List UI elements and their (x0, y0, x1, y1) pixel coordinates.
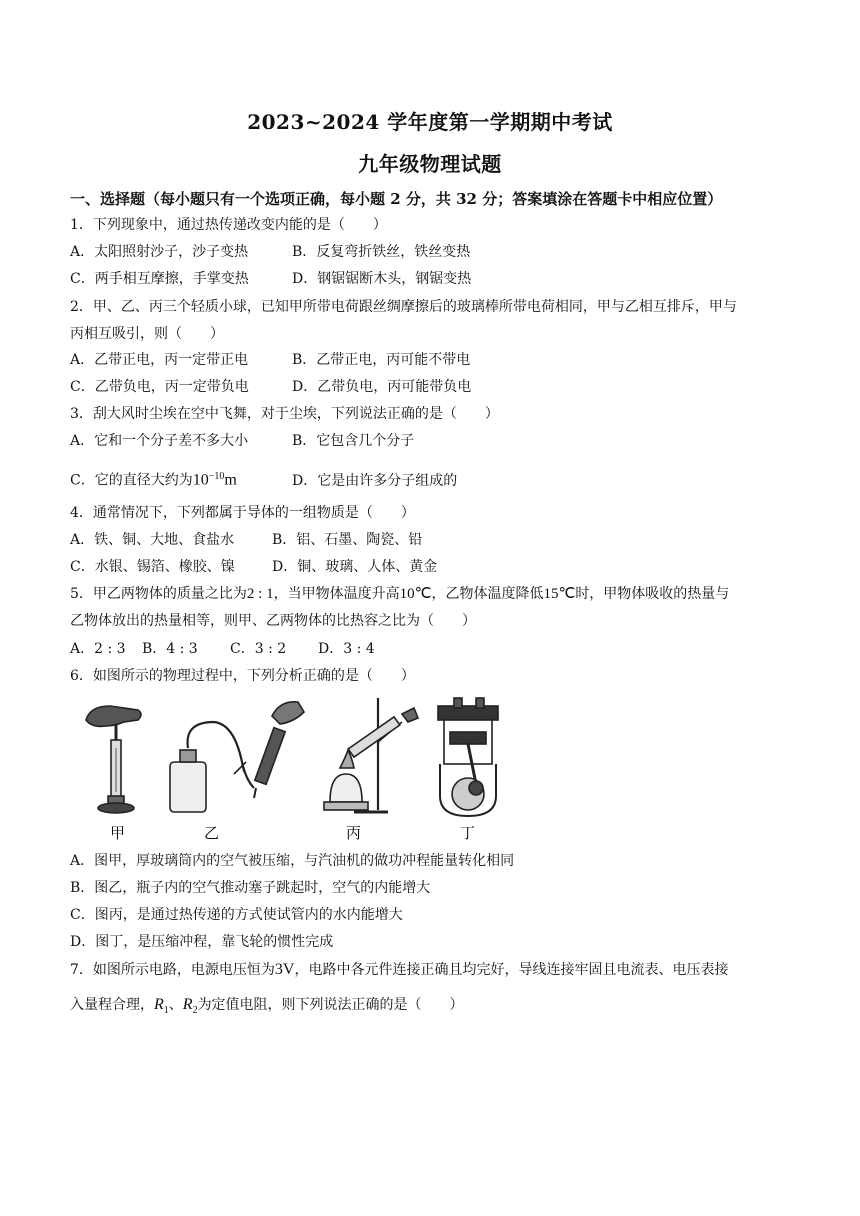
question-3-options-row1 (70, 432, 414, 450)
option-a: A．铁、铜、大地、食盐水 (70, 532, 235, 548)
q5-mass-ratio: 2 : 1 (246, 586, 274, 602)
option-a: A．太阳照射沙子，沙子变热 (70, 244, 249, 260)
option-a: A．乙带正电，丙一定带正电 (70, 352, 249, 368)
question-4-options-row1 (70, 531, 422, 549)
question-3-options-row2 (70, 468, 457, 490)
question-6-option-d: D．图丁，是压缩冲程，靠飞轮的惯性完成 (70, 934, 334, 950)
figure-label-jia: 甲 (110, 824, 126, 842)
question-6-option-a: A．图甲，厚玻璃筒内的空气被压缩，与汽油机的做功冲程能量转化相同 (70, 853, 515, 869)
q5-text-b: ，当甲物体温度升高 (273, 586, 400, 602)
resistor-r1-subscript: 1 (163, 1004, 169, 1016)
question-6-option-c: C．图丙，是通过热传递的方式使试管内的水内能增大 (70, 907, 403, 923)
question-7-stem-line1 (70, 961, 728, 979)
q5-temp-rise: 10℃ (399, 586, 432, 602)
question-6-stem: 6．如图所示的物理过程中，下列分析正确的是（ ） (70, 668, 415, 684)
question-1-options-row1 (70, 243, 470, 261)
question-2-options-row1 (70, 351, 470, 369)
section-heading: 一、选择题（每小题只有一个选项正确，每小题 2 分，共 32 分；答案填涂在答题卡中相应位置） (70, 190, 723, 208)
question-6-figures (84, 692, 504, 842)
question-1-options-row2 (70, 270, 471, 288)
q7-text-c: 入量程合理， (70, 997, 154, 1013)
question-7-stem-line2 (70, 996, 464, 1020)
option-b: B．它包含几个分子 (292, 433, 415, 449)
option-d: D．它是由许多分子组成的 (292, 472, 458, 489)
option-c: C．两手相互摩擦，手掌变热 (70, 271, 249, 287)
question-1-stem: 1．下列现象中，通过热传递改变内能的是（ ） (70, 217, 387, 233)
q5-text-a: 5．甲乙两物体的质量之比为 (70, 586, 247, 602)
q7-text-d: 为定值电阻，则下列说法正确的是（ ） (197, 997, 464, 1013)
option-c: C．3 : 2 (230, 641, 287, 657)
q5-text-c: ，乙物体温度降低 (431, 586, 544, 602)
question-2-options-row2 (70, 378, 471, 396)
figure-label-yi: 乙 (204, 824, 220, 842)
question-4-stem: 4．通常情况下，下列都属于导体的一组物质是（ ） (70, 505, 415, 521)
question-6-option-b: B．图乙，瓶子内的空气推动塞子跳起时，空气的内能增大 (70, 880, 431, 896)
q5-temp-drop: 15℃ (543, 586, 576, 602)
question-2-stem-line2: 丙相互吸引，则（ ） (70, 326, 224, 342)
figure-yi (170, 702, 304, 812)
question-5-stem-line1 (70, 585, 729, 603)
option-d: D．乙带负电，丙可能带负电 (292, 379, 472, 395)
figure-bing (324, 698, 418, 812)
figure-ding (438, 698, 498, 816)
exam-subtitle: 九年级物理试题 (358, 152, 502, 176)
figure-label-ding: 丁 (460, 824, 476, 842)
option-b: B．乙带正电，丙可能不带电 (292, 352, 471, 368)
figure-label-bing: 丙 (346, 824, 362, 842)
resistor-r1-symbol: R (154, 996, 164, 1013)
q7-voltage: 3V (274, 961, 295, 978)
resistor-r2-symbol: R (182, 996, 193, 1013)
question-4-options-row2 (70, 558, 437, 576)
option-b: B．4 : 3 (142, 641, 198, 657)
option-d: D．3 : 4 (318, 641, 375, 657)
question-2-stem-line1: 2．甲、乙、丙三个轻质小球，已知甲所带电荷跟丝绸摩擦后的玻璃棒所带电荷相同，甲与乙相互排斥，甲与 (70, 299, 737, 315)
option-c-text: C．它的直径大约为 (70, 472, 193, 489)
option-d: D．铜、玻璃、人体、黄金 (272, 559, 438, 575)
option-b: B．反复弯折铁丝，铁丝变热 (292, 244, 471, 260)
question-5-stem-line2: 乙物体放出的热量相等，则甲、乙两物体的比热容之比为（ ） (70, 613, 476, 629)
q7-text-a: 7．如图所示电路，电源电压恒为 (70, 962, 275, 978)
option-c: C．乙带负电，丙一定带负电 (70, 379, 249, 395)
q7-separator: 、 (168, 997, 183, 1013)
figure-jia (86, 706, 141, 813)
question-3-stem: 3．刮大风时尘埃在空中飞舞，对于尘埃，下列说法正确的是（ ） (70, 406, 499, 422)
q5-text-d: 时，甲物体吸收的热量与 (575, 586, 730, 602)
option-a: A．2 : 3 (70, 641, 126, 657)
option-d: D．钢锯锯断木头，钢锯变热 (292, 271, 472, 287)
power-base: 10 (192, 471, 209, 489)
power-exponent: −10 (208, 471, 225, 482)
option-b: B．铝、石墨、陶瓷、铅 (272, 532, 423, 548)
q7-text-b: ，电路中各元件连接正确且均完好，导线连接牢固且电流表、电压表接 (294, 962, 729, 978)
option-a: A．它和一个分子差不多大小 (70, 433, 249, 449)
option-c (70, 468, 292, 490)
unit-meter: m (224, 471, 237, 489)
exam-title: 2023~2024 学年度第一学期期中考试 (247, 110, 613, 134)
option-c: C．水银、锡箔、橡胶、镍 (70, 559, 235, 575)
resistor-r2-subscript: 2 (192, 1004, 198, 1016)
question-5-options (70, 640, 375, 658)
